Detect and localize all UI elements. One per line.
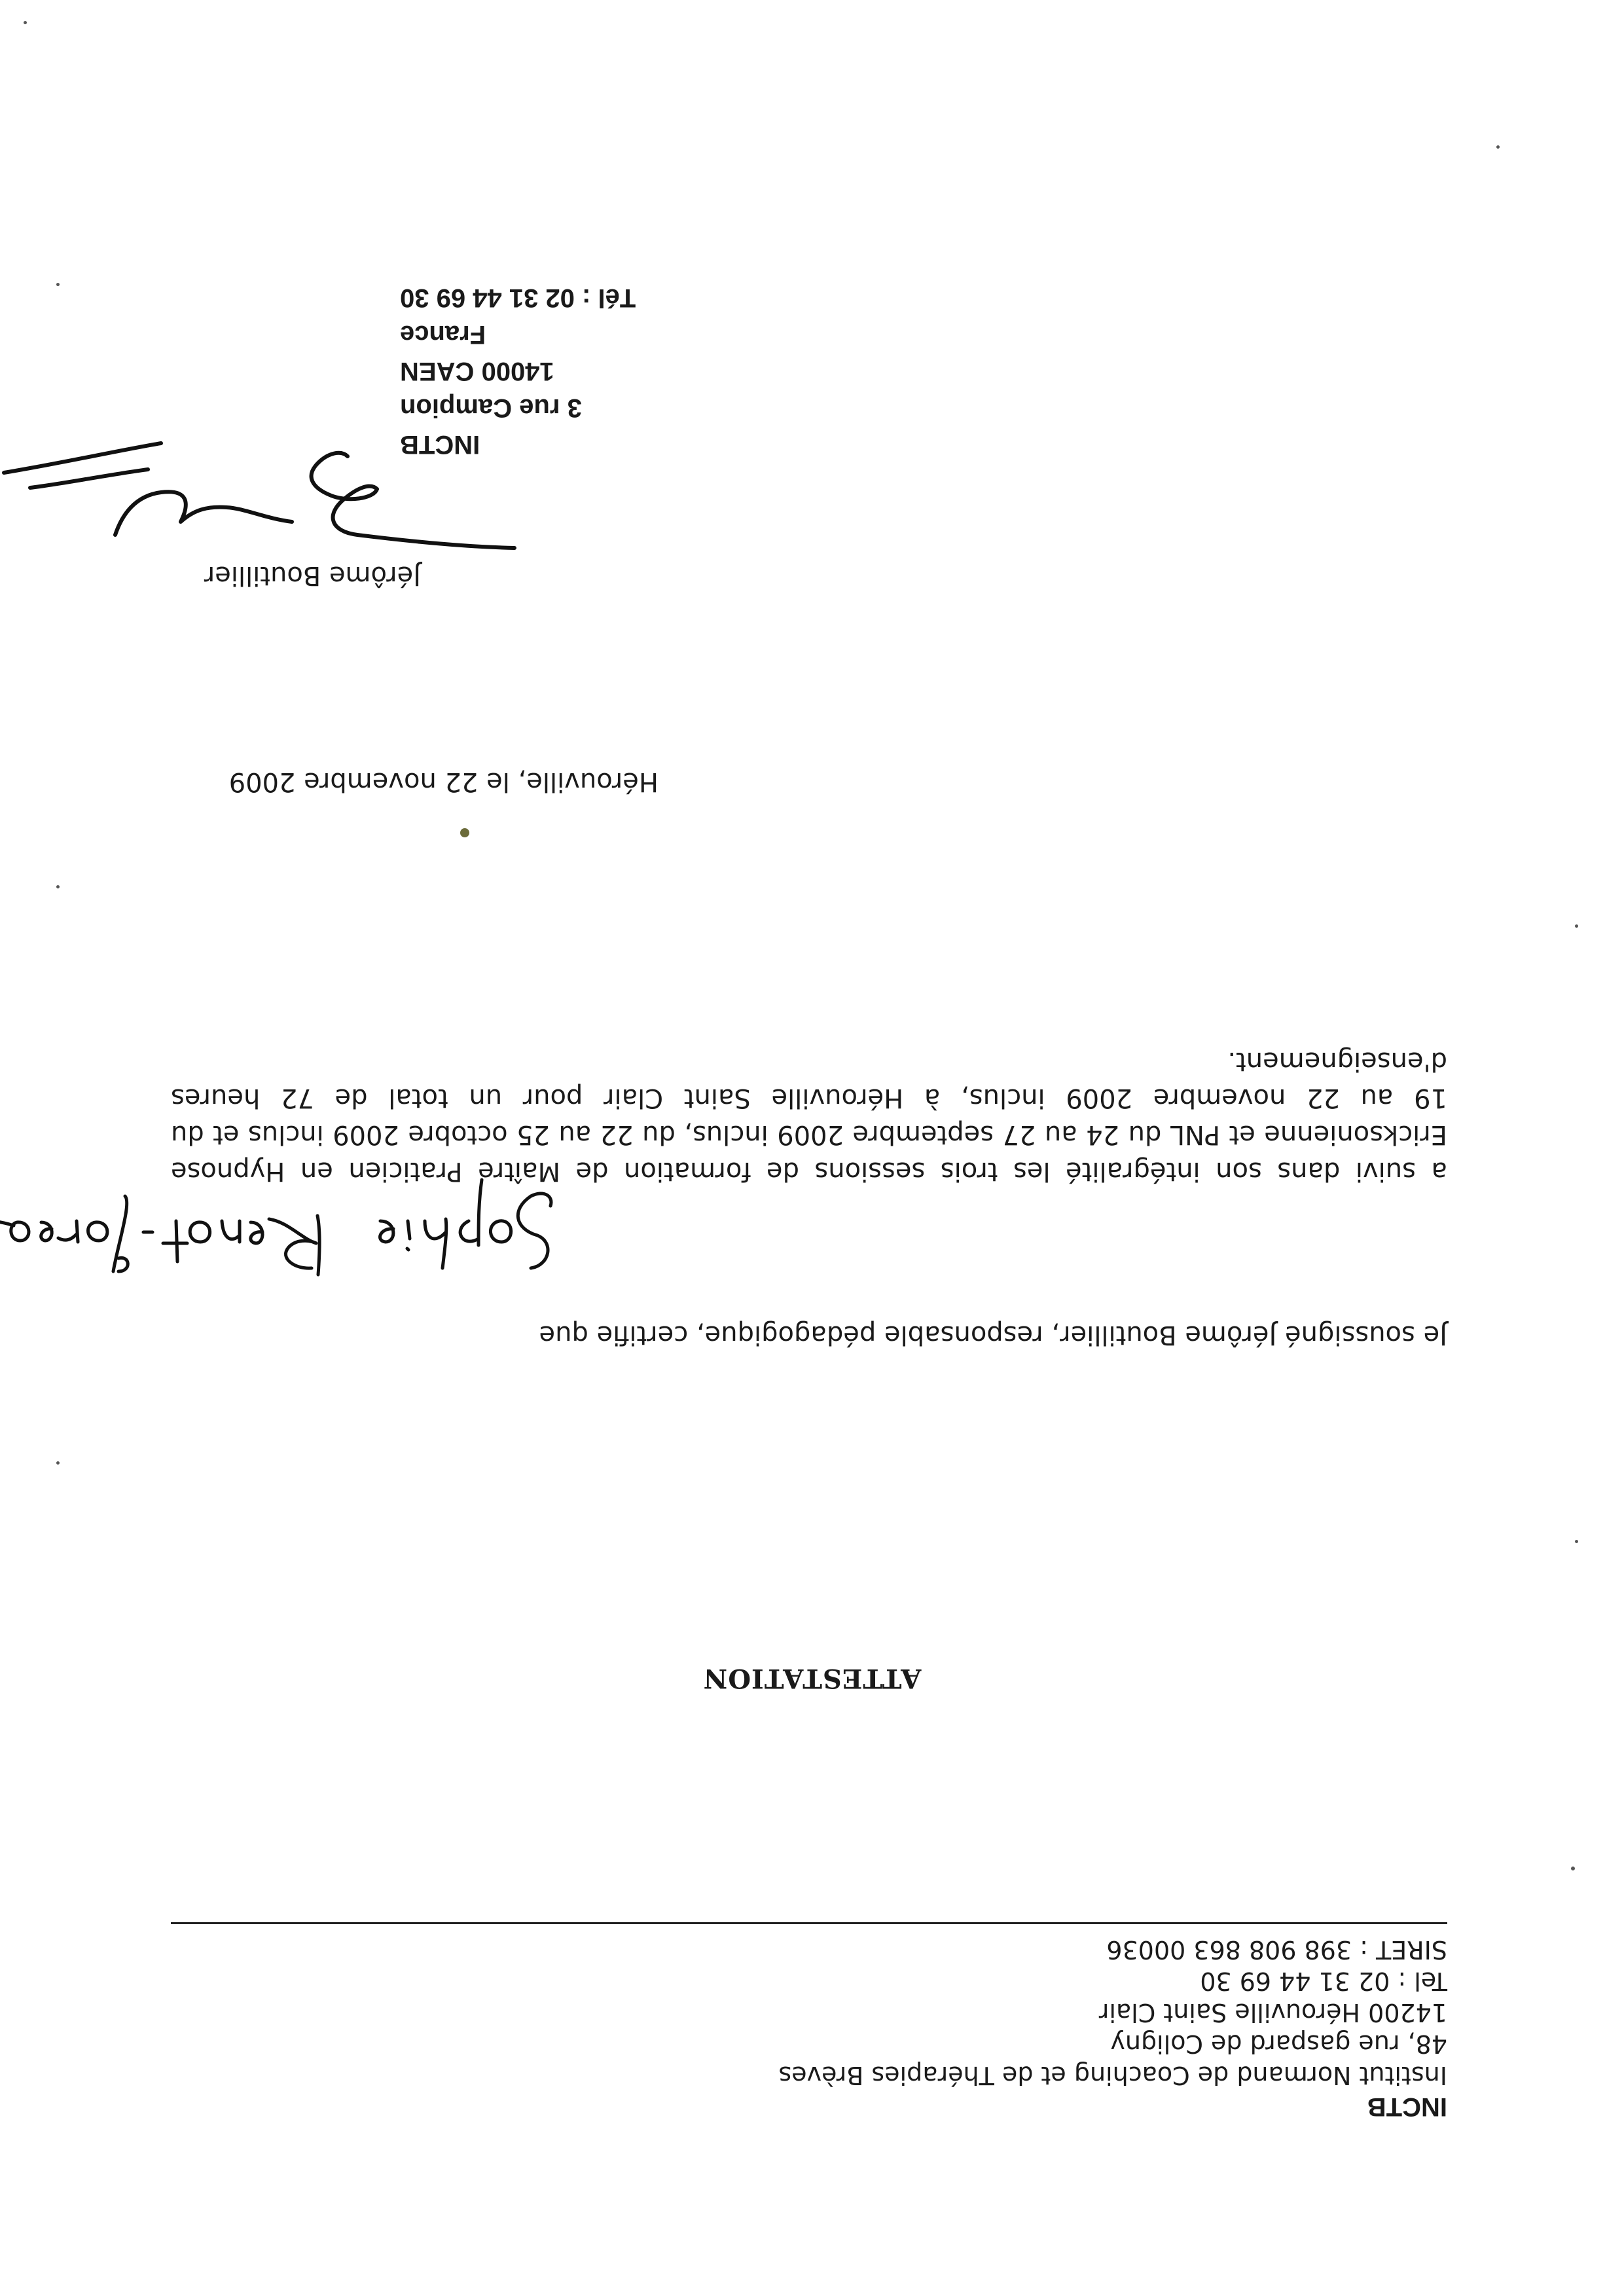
scan-speck: [56, 283, 60, 286]
scan-speck: [56, 885, 60, 888]
trainee-handwritten-signature: [0, 1176, 577, 1294]
stamp-country: France: [400, 320, 486, 349]
scan-speck: [1571, 1867, 1575, 1870]
letterhead-phone: Tel : 02 31 44 69 30: [1200, 1967, 1447, 1995]
scan-speck: [460, 828, 469, 837]
letterhead-siret: SIRET : 398 908 863 00036: [1106, 1935, 1447, 1964]
letterhead: [778, 1934, 1447, 2123]
certification-intro: Je soussigné Jérôme Boutillier, responsable pédagogique, certifie que: [539, 1320, 1447, 1350]
letterhead-city: 14200 Hérouville Saint Clair: [1098, 1998, 1447, 2027]
certification-paragraph: a suivi dans son intégralité les trois sessions de formation de Maître Praticien en Hypnose Ericksonienne et PNL du 24 au 27 septembre 2009 inclus, du 22 au 25 octobre 2009 inclus et du 19 au 22 novembre 2009 inclus, à Hérouville Saint Clair pour un total de 72 heures d'enseignement.: [171, 1046, 1447, 1186]
stamp-phone: Tél : 02 31 44 69 30: [400, 283, 636, 312]
scan-speck: [24, 21, 27, 24]
letterhead-org: INCTB: [1367, 2092, 1447, 2121]
scan-speck: [1575, 1540, 1578, 1543]
scan-speck: [1575, 924, 1578, 928]
letterhead-name: Institut Normand de Coaching et de Thérapies Brèves: [778, 2061, 1447, 2090]
stamp-street: 3 rue Campion: [400, 393, 582, 422]
stamp-city: 14000 CAEN: [400, 357, 554, 386]
document-title: ATTESTATION: [702, 1663, 922, 1694]
letterhead-street: 48, rue gaspard de Coligny: [1110, 2030, 1447, 2058]
institution-stamp: [400, 280, 662, 463]
scan-speck: [1496, 145, 1500, 149]
date-and-place: Hérouville, le 22 novembre 2009: [228, 767, 659, 797]
header-divider: [171, 1922, 1447, 1924]
signer-name: Jérôme Boutillier: [204, 560, 421, 591]
stamp-org: INCTB: [400, 430, 480, 459]
scan-speck: [56, 1461, 60, 1465]
